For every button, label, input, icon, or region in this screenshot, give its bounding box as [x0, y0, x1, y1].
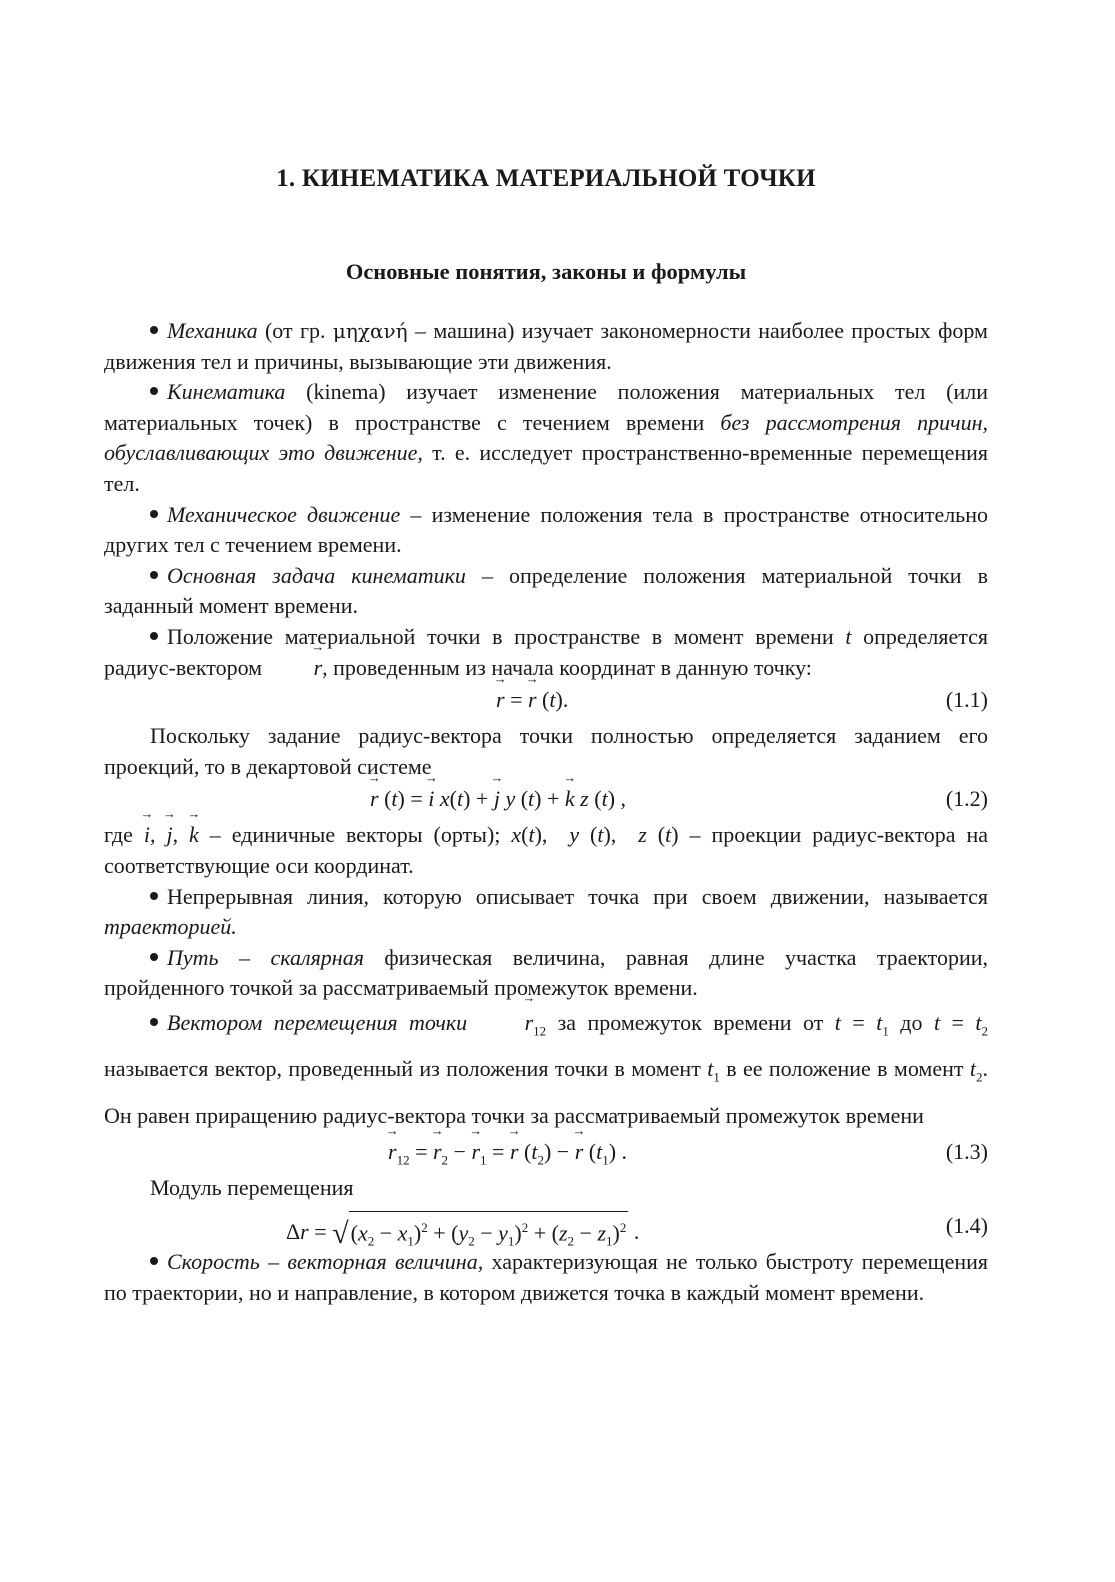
paragraph-displacement-modulus: Модуль перемещения [150, 1174, 354, 1200]
bullet-icon [150, 326, 158, 334]
paragraph-mechanics: Механика (от гр. μηχανή – машина) изучает закономерности наиболее простых форм движения тел и причины, вызывающие эти движения. [104, 318, 988, 374]
equation-1-2 [104, 782, 988, 820]
paragraph-trajectory: Непрерывная линия, которую описывает точка при своем движении, называется траекторией. [104, 883, 988, 940]
equation-expr: → $r_{12}$ = → $r_2$ − → $r_1$ = → r $(t_2)$ − → r $(t_1)$ . [388, 1137, 627, 1176]
equation-expr: → r = → r (t). [496, 685, 568, 716]
paragraph-projections: Поскольку задание радиус-вектора точки полностью определяется заданием его проекций, то в декартовой системе [104, 723, 988, 779]
bullet-icon [150, 1018, 158, 1026]
term: Основная задача кинематики [167, 562, 466, 588]
paragraph-position: Положение материальной точки в пространстве в момент времени t определяется радиус-вектором → r, проведенным из начала координат в данную точку: [104, 622, 988, 683]
equation-number: (1.1) [945, 687, 988, 713]
equation-number: (1.3) [945, 1138, 988, 1164]
greek-word: μηχανή [332, 319, 408, 343]
unit-vectors: → i, → j, → k [144, 822, 199, 847]
equation-number: (1.2) [945, 786, 988, 812]
paragraph-displacement: Вектором перемещения точки → $r_{12}$ за промежуток времени от $t = t_1$ до $t = t_2$ называется вектор, проведенный из положения точки в момент $t_1$ в ее положение в момент $t_2$. Он равен приращению радиус-вектора точки за рассматриваемый промежуток времени [104, 1004, 988, 1135]
projections: x [511, 822, 522, 848]
paragraph-mechanical-motion: Механическое движение – изменение положения тела в пространстве относительно других тел с течением времени. [104, 501, 988, 558]
paragraph-path: Путь – скалярная физическая величина, равная длине участка траектории, пройденного точкой за рассматриваемый промежуток времени. [104, 944, 989, 1001]
section-title: Основные понятия, законы и формулы [345, 259, 747, 284]
bullet-icon [150, 1257, 158, 1265]
term: Скорость [167, 1249, 260, 1275]
term: Механика [167, 318, 258, 343]
bullet-icon [150, 953, 158, 961]
paragraph-unit-vectors: где → i, → j, → k – единичные векторы (орты); x(t), y (t), z (t) – проекции радиус-вектора на соответствующие оси координат. [104, 820, 988, 881]
document-body [104, 316, 988, 1308]
term: Механическое движение [167, 501, 401, 527]
bullet-icon [150, 632, 158, 640]
equation-number: (1.4) [945, 1213, 988, 1239]
paragraph-main-task: Основная задача кинематики – определение положения материальной точки в заданный момент времени. [104, 562, 988, 619]
bullet-icon [150, 571, 158, 579]
vector-r: → r [268, 653, 323, 684]
bullet-icon [150, 892, 158, 900]
term: Кинематика [167, 379, 286, 405]
equation-expr: → r (t) = → i x(t) + → j y (t) + → k z (t) , [370, 784, 626, 815]
chapter-title: 1. КИНЕМАТИКА МАТЕРИАЛЬНОЙ ТОЧКИ [276, 165, 816, 192]
term: Путь [167, 944, 219, 970]
equation-1-1 [104, 683, 988, 721]
bullet-icon [150, 387, 158, 395]
paragraph-kinematics: Кинематика (kinema) изучает изменение положения материальных тел (или материальных точек) в пространстве с течением времени без рассмотрения причин, обуславливающих это движение, т. е. исследует пространственно-временные перемещения тел. [104, 379, 988, 496]
bullet-icon [150, 510, 158, 518]
equation-1-4 [104, 1203, 988, 1251]
term: Вектором перемещения точки [167, 1009, 468, 1035]
equation-1-3 [104, 1135, 988, 1173]
paragraph-velocity: Скорость – векторная величина, характеризующая не только быстроту перемещения по траектории, но и направление, в котором движется точка в каждый момент времени. [104, 1249, 988, 1305]
equation-expr: $\Delta r = √(x_2 - x_1)^2 + (y_2 - y_1)^2 + (z_2 - z_1)^2$ . [286, 1211, 639, 1257]
